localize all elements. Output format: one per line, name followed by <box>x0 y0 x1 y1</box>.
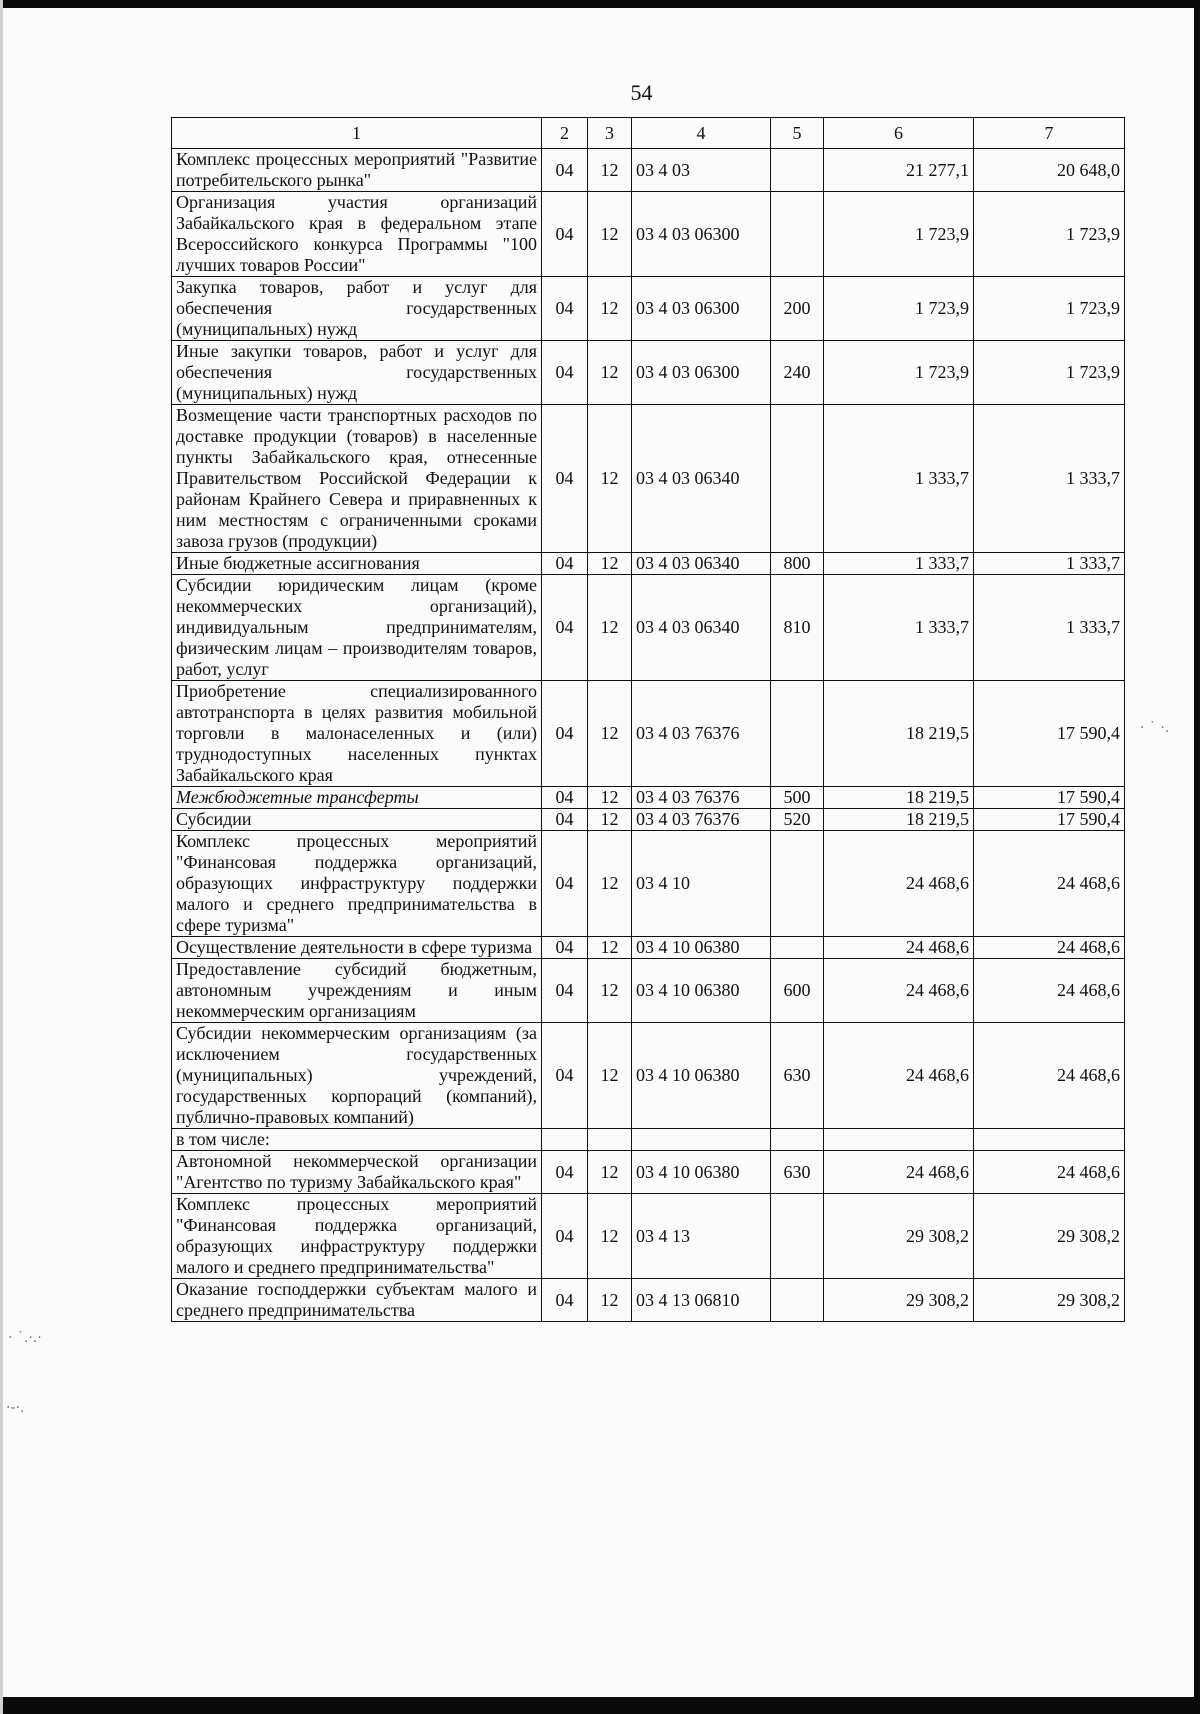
scan-border-bottom <box>0 1697 1200 1714</box>
row-name-cell: Закупка товаров, работ и услуг для обеспечения государственных (муниципальных) нужд <box>172 277 542 341</box>
row-expense-type-cell: 520 <box>771 809 824 831</box>
row-amount-year1-cell: 18 219,5 <box>824 681 974 787</box>
row-subsection-cell: 12 <box>588 959 632 1023</box>
scan-border-left <box>0 0 3 1714</box>
row-amount-year2-cell: 1 333,7 <box>974 553 1125 575</box>
table-header-row <box>172 118 1125 149</box>
table-row <box>172 1023 1125 1129</box>
row-subsection-cell: 12 <box>588 575 632 681</box>
row-section-cell: 04 <box>542 149 588 192</box>
row-amount-year1-cell: 21 277,1 <box>824 149 974 192</box>
row-expense-type-cell: 240 <box>771 341 824 405</box>
row-target-article-cell: 03 4 03 06340 <box>632 575 771 681</box>
page-number: 54 <box>630 80 653 105</box>
row-amount-year1-cell: 1 333,7 <box>824 405 974 553</box>
row-target-article-cell: 03 4 03 06340 <box>632 405 771 553</box>
row-subsection-cell: 12 <box>588 831 632 937</box>
row-name-cell: Комплекс процессных мероприятий "Развитие потребительского рынка" <box>172 149 542 192</box>
row-target-article-cell: 03 4 03 06340 <box>632 553 771 575</box>
table-row <box>172 1279 1125 1322</box>
header-col-5: 5 <box>771 118 824 149</box>
row-expense-type-cell <box>771 681 824 787</box>
row-expense-type-cell <box>771 149 824 192</box>
row-amount-year1-cell: 1 723,9 <box>824 341 974 405</box>
row-section-cell: 04 <box>542 1023 588 1129</box>
row-amount-year2-cell: 1 723,9 <box>974 277 1125 341</box>
row-target-article-cell: 03 4 03 06300 <box>632 192 771 277</box>
row-section-cell: 04 <box>542 553 588 575</box>
row-subsection-cell: 12 <box>588 277 632 341</box>
table-row <box>172 681 1125 787</box>
row-section-cell: 04 <box>542 809 588 831</box>
row-subsection-cell: 12 <box>588 405 632 553</box>
row-expense-type-cell <box>771 831 824 937</box>
row-section-cell: 04 <box>542 1279 588 1322</box>
row-target-article-cell: 03 4 10 06380 <box>632 1023 771 1129</box>
row-amount-year2-cell: 17 590,4 <box>974 681 1125 787</box>
scan-speck: ·-·. <box>6 1400 25 1416</box>
row-amount-year1-cell: 24 468,6 <box>824 937 974 959</box>
row-expense-type-cell <box>771 405 824 553</box>
row-name-cell: Комплекс процессных мероприятий "Финансовая поддержка организаций, образующих инфраструктуру поддержки малого и среднего предпринимательства" <box>172 1194 542 1279</box>
table-row <box>172 1151 1125 1194</box>
row-expense-type-cell: 500 <box>771 787 824 809</box>
row-section-cell: 04 <box>542 575 588 681</box>
table-row <box>172 405 1125 553</box>
row-target-article-cell: 03 4 13 <box>632 1194 771 1279</box>
row-expense-type-cell: 630 <box>771 1023 824 1129</box>
row-name-cell: Субсидии некоммерческим организациям (за исключением государственных (муниципальных) учреждений, государственных корпораций (компаний), публично-правовых компаний) <box>172 1023 542 1129</box>
row-name-cell: в том числе: <box>172 1129 542 1151</box>
row-amount-year1-cell: 18 219,5 <box>824 787 974 809</box>
row-target-article-cell <box>632 1129 771 1151</box>
row-section-cell: 04 <box>542 1194 588 1279</box>
row-expense-type-cell: 600 <box>771 959 824 1023</box>
row-subsection-cell: 12 <box>588 681 632 787</box>
table-row <box>172 575 1125 681</box>
row-subsection-cell: 12 <box>588 1279 632 1322</box>
row-amount-year2-cell: 17 590,4 <box>974 809 1125 831</box>
table-row <box>172 277 1125 341</box>
row-name-cell: Возмещение части транспортных расходов по доставке продукции (товаров) в населенные пункты Забайкальского края, отнесенные Правительством Российской Федерации к районам Крайнего Севера и приравненных к ним местностям с ограниченными сроками завоза грузов (продукции) <box>172 405 542 553</box>
row-target-article-cell: 03 4 03 06300 <box>632 341 771 405</box>
table-row <box>172 1194 1125 1279</box>
row-expense-type-cell <box>771 1194 824 1279</box>
row-subsection-cell: 12 <box>588 937 632 959</box>
row-section-cell: 04 <box>542 787 588 809</box>
row-section-cell: 04 <box>542 937 588 959</box>
row-amount-year2-cell: 1 333,7 <box>974 405 1125 553</box>
row-amount-year2-cell: 24 468,6 <box>974 937 1125 959</box>
row-target-article-cell: 03 4 13 06810 <box>632 1279 771 1322</box>
row-subsection-cell <box>588 1129 632 1151</box>
row-amount-year1-cell: 18 219,5 <box>824 809 974 831</box>
header-col-2: 2 <box>542 118 588 149</box>
header-col-1: 1 <box>172 118 542 149</box>
budget-table <box>171 117 1125 1322</box>
row-target-article-cell: 03 4 03 06300 <box>632 277 771 341</box>
row-section-cell: 04 <box>542 1151 588 1194</box>
row-name-cell: Осуществление деятельности в сфере туризма <box>172 937 542 959</box>
scan-speck: · ˙ ·. <box>1140 720 1170 736</box>
row-expense-type-cell <box>771 1129 824 1151</box>
row-name-cell: Иные закупки товаров, работ и услуг для обеспечения государственных (муниципальных) нужд <box>172 341 542 405</box>
row-amount-year2-cell: 24 468,6 <box>974 959 1125 1023</box>
row-name-cell: Комплекс процессных мероприятий "Финансовая поддержка организаций, образующих инфраструктуру поддержки малого и среднего предпринимательства в сфере туризма" <box>172 831 542 937</box>
row-amount-year2-cell: 17 590,4 <box>974 787 1125 809</box>
row-subsection-cell: 12 <box>588 192 632 277</box>
row-section-cell: 04 <box>542 405 588 553</box>
row-amount-year2-cell: 29 308,2 <box>974 1194 1125 1279</box>
row-amount-year1-cell <box>824 1129 974 1151</box>
table-row <box>172 831 1125 937</box>
scan-border-right <box>1194 0 1200 1714</box>
row-section-cell: 04 <box>542 681 588 787</box>
header-col-7: 7 <box>974 118 1125 149</box>
row-target-article-cell: 03 4 03 76376 <box>632 681 771 787</box>
row-target-article-cell: 03 4 10 06380 <box>632 937 771 959</box>
row-subsection-cell: 12 <box>588 809 632 831</box>
header-col-3: 3 <box>588 118 632 149</box>
row-amount-year1-cell: 1 333,7 <box>824 575 974 681</box>
row-subsection-cell: 12 <box>588 1151 632 1194</box>
row-amount-year1-cell: 24 468,6 <box>824 959 974 1023</box>
row-name-cell: Иные бюджетные ассигнования <box>172 553 542 575</box>
table-row <box>172 553 1125 575</box>
row-subsection-cell: 12 <box>588 787 632 809</box>
row-expense-type-cell: 630 <box>771 1151 824 1194</box>
row-name-cell: Оказание господдержки субъектам малого и среднего предпринимательства <box>172 1279 542 1322</box>
row-name-cell: Предоставление субсидий бюджетным, автономным учреждениям и иным некоммерческим организациям <box>172 959 542 1023</box>
row-amount-year2-cell: 1 723,9 <box>974 341 1125 405</box>
header-col-4: 4 <box>632 118 771 149</box>
row-amount-year1-cell: 29 308,2 <box>824 1194 974 1279</box>
table-row <box>172 959 1125 1023</box>
table-row <box>172 149 1125 192</box>
row-amount-year1-cell: 24 468,6 <box>824 1023 974 1129</box>
row-amount-year2-cell <box>974 1129 1125 1151</box>
table-row <box>172 937 1125 959</box>
table-row <box>172 192 1125 277</box>
row-name-cell: Межбюджетные трансферты <box>172 787 542 809</box>
scan-border-top <box>0 0 1200 8</box>
table-row <box>172 809 1125 831</box>
scan-speck: · ˙.·.· <box>8 1330 42 1346</box>
row-name-cell: Субсидии <box>172 809 542 831</box>
row-section-cell: 04 <box>542 192 588 277</box>
row-amount-year1-cell: 29 308,2 <box>824 1279 974 1322</box>
row-amount-year1-cell: 1 723,9 <box>824 192 974 277</box>
row-subsection-cell: 12 <box>588 553 632 575</box>
row-amount-year2-cell: 1 723,9 <box>974 192 1125 277</box>
row-section-cell: 04 <box>542 959 588 1023</box>
row-amount-year1-cell: 24 468,6 <box>824 831 974 937</box>
row-expense-type-cell: 800 <box>771 553 824 575</box>
row-section-cell: 04 <box>542 277 588 341</box>
row-expense-type-cell: 810 <box>771 575 824 681</box>
row-expense-type-cell: 200 <box>771 277 824 341</box>
table-row <box>172 341 1125 405</box>
row-target-article-cell: 03 4 03 76376 <box>632 787 771 809</box>
table-row <box>172 1129 1125 1151</box>
row-name-cell: Субсидии юридическим лицам (кроме некоммерческих организаций), индивидуальным предпринимателям, физическим лицам – производителям товаров, работ, услуг <box>172 575 542 681</box>
row-expense-type-cell <box>771 937 824 959</box>
row-name-cell: Организация участия организаций Забайкальского края в федеральном этапе Всероссийского конкурса Программы "100 лучших товаров России" <box>172 192 542 277</box>
row-section-cell: 04 <box>542 831 588 937</box>
row-expense-type-cell <box>771 1279 824 1322</box>
row-target-article-cell: 03 4 03 76376 <box>632 809 771 831</box>
row-name-cell: Приобретение специализированного автотранспорта в целях развития мобильной торговли в малонаселенных и (или) труднодоступных населенных пунктах Забайкальского края <box>172 681 542 787</box>
table-row <box>172 787 1125 809</box>
row-subsection-cell: 12 <box>588 341 632 405</box>
row-target-article-cell: 03 4 03 <box>632 149 771 192</box>
row-amount-year1-cell: 1 333,7 <box>824 553 974 575</box>
row-subsection-cell: 12 <box>588 1194 632 1279</box>
row-amount-year2-cell: 24 468,6 <box>974 831 1125 937</box>
row-expense-type-cell <box>771 192 824 277</box>
row-amount-year1-cell: 24 468,6 <box>824 1151 974 1194</box>
row-amount-year2-cell: 24 468,6 <box>974 1151 1125 1194</box>
row-target-article-cell: 03 4 10 06380 <box>632 959 771 1023</box>
row-subsection-cell: 12 <box>588 149 632 192</box>
row-section-cell: 04 <box>542 341 588 405</box>
row-amount-year2-cell: 1 333,7 <box>974 575 1125 681</box>
row-amount-year2-cell: 24 468,6 <box>974 1023 1125 1129</box>
row-name-cell: Автономной некоммерческой организации "Агентство по туризму Забайкальского края" <box>172 1151 542 1194</box>
row-target-article-cell: 03 4 10 <box>632 831 771 937</box>
row-section-cell <box>542 1129 588 1151</box>
row-amount-year2-cell: 29 308,2 <box>974 1279 1125 1322</box>
row-subsection-cell: 12 <box>588 1023 632 1129</box>
row-target-article-cell: 03 4 10 06380 <box>632 1151 771 1194</box>
row-amount-year1-cell: 1 723,9 <box>824 277 974 341</box>
row-amount-year2-cell: 20 648,0 <box>974 149 1125 192</box>
header-col-6: 6 <box>824 118 974 149</box>
